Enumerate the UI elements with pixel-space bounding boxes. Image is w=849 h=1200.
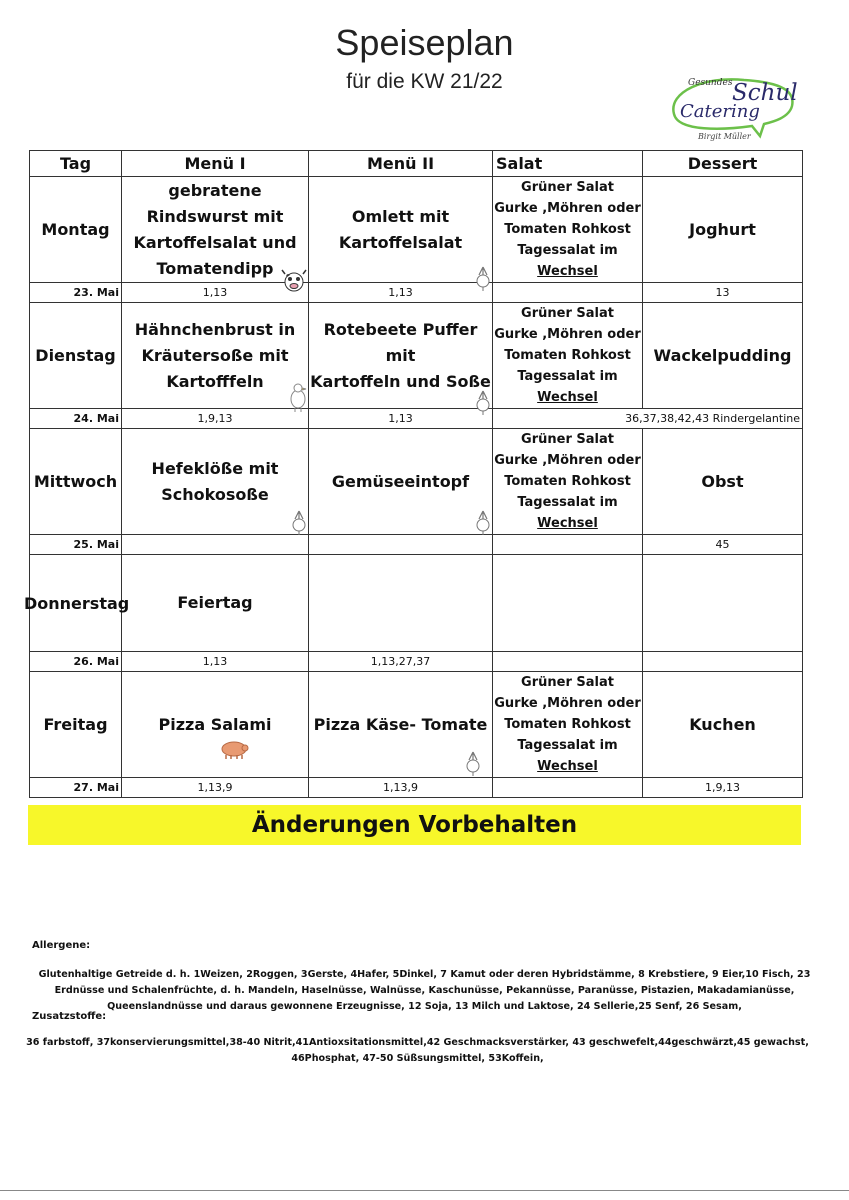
allergen-codes: [493, 283, 643, 303]
dessert-cell: Kuchen: [643, 672, 803, 778]
table-row-thursday-codes: [30, 652, 803, 672]
salad-cell: [493, 177, 643, 283]
date-cell: 24. Mai: [30, 409, 122, 429]
menu2-cell: [309, 672, 493, 778]
column-header-menu2: Menü II: [309, 151, 493, 177]
salad-line: Gurke ,Möhren oder: [494, 327, 641, 342]
salad-line: Tagessalat im: [517, 495, 618, 510]
allergen-codes: 1,13,27,37: [309, 652, 493, 672]
radish-icon: [473, 265, 493, 294]
salad-line: Grüner Salat: [521, 306, 614, 321]
table-row-wednesday-codes: [30, 535, 803, 555]
dish-line: Feiertag: [177, 593, 253, 612]
menu1-cell: [122, 177, 309, 283]
pig-icon: [218, 738, 250, 763]
column-header-day: Tag: [30, 151, 122, 177]
salad-line: Gurke ,Möhren oder: [494, 201, 641, 216]
salad-line: Grüner Salat: [521, 180, 614, 195]
dish-line: Pizza Käse- Tomate: [313, 714, 488, 734]
salad-line: Grüner Salat: [521, 675, 614, 690]
radish-icon: [473, 389, 493, 418]
menu2-cell: [309, 177, 493, 283]
dessert-cell: Obst: [643, 429, 803, 535]
allergen-codes: 1,13: [122, 283, 309, 303]
cow-icon: [279, 265, 309, 298]
allergen-codes: [643, 652, 803, 672]
allergen-codes: [309, 535, 493, 555]
salad-line: Wechsel: [537, 264, 598, 279]
day-cell: Mittwoch: [30, 429, 122, 535]
menu2-cell: [309, 303, 493, 409]
header-row: [30, 151, 803, 177]
salad-line: Gurke ,Möhren oder: [494, 696, 641, 711]
table-row-friday-codes: [30, 778, 803, 798]
salad-cell: [493, 303, 643, 409]
allergen-codes: 1,13: [309, 283, 493, 303]
changes-reserved-banner: Änderungen Vorbehalten: [28, 805, 801, 845]
radish-icon: [473, 509, 493, 538]
salad-line: Tomaten Rohkost: [504, 348, 631, 363]
table-row-monday-codes: [30, 283, 803, 303]
allergen-codes: 36,37,38,42,43 Rindergelantine: [493, 409, 803, 429]
day-cell: [24, 555, 130, 652]
column-header-menu1: Menü I: [122, 151, 309, 177]
chicken-icon: [287, 379, 309, 416]
table-row-tuesday-codes: [30, 409, 803, 429]
dish-line: Rotebeete Puffer mit: [323, 319, 478, 365]
allergen-codes: 45: [643, 535, 803, 555]
allergen-codes: 1,13,9: [309, 778, 493, 798]
allergen-codes: [493, 535, 643, 555]
allergen-codes: 1,9,13: [122, 409, 309, 429]
salad-line: Tomaten Rohkost: [504, 474, 631, 489]
table-row-tuesday: [30, 303, 803, 409]
date-cell: 26. Mai: [30, 652, 122, 672]
day-cell: Dienstag: [30, 303, 122, 409]
allergen-codes: 1,9,13: [643, 778, 803, 798]
column-header-dessert: Dessert: [643, 151, 803, 177]
dish-line: Kräutersoße mit: [141, 345, 289, 365]
additives-text: 36 farbstoff, 37konservierungsmittel,38-40 Nitrit,41Antioxsitationsmittel,42 Geschmacksverstärker, 43 geschwefelt,44geschwärzt,45 gewachst, 46Phosphat, 47-50 Süßsungsmittel, 53Koffein,: [26, 1037, 809, 1064]
allergen-codes: [493, 652, 643, 672]
additives-title: Zusatzstoffe:: [32, 1011, 107, 1022]
dish-line: gebratene: [168, 180, 262, 200]
salad-line: Wechsel: [537, 390, 598, 405]
allergens-text: Glutenhaltige Getreide d. h. 1Weizen, 2Roggen, 3Gerste, 4Hafer, 5Dinkel, 7 Kamut oder deren Hybridstämme, 8 Krebstiere, 9 Eier,10 Fisch, 23 Erdnüsse und Schalenfrüchte, d. h. Mandeln, Haselnüsse, Walnüsse, Kaschunüsse, Pekannüsse, Paranüsse, Pistazien, Makadamianüsse, Queenslandnüsse und daraus gewonnene Erzeugnisse, 12 Soja, 13 Milch und Laktose, 24 Sellerie,25 Senf, 26 Sesam,: [38, 969, 811, 1012]
date-cell: 25. Mai: [30, 535, 122, 555]
radish-icon: [463, 750, 483, 779]
day-cell: Montag: [30, 177, 122, 283]
table-row-thursday: [30, 555, 803, 652]
menu1-cell: [122, 555, 309, 652]
dessert-cell: Joghurt: [643, 177, 803, 283]
menu1-cell: [122, 429, 309, 535]
logo-owner-text: Birgit Müller: [698, 132, 751, 141]
menu1-cell: [122, 303, 309, 409]
dish-line: Hähnchenbrust in: [134, 319, 296, 339]
date-cell: 27. Mai: [30, 778, 122, 798]
dessert-cell: [643, 555, 803, 652]
salad-line: Tomaten Rohkost: [504, 717, 631, 732]
dish-line: Kartoffeln und Soße: [310, 371, 491, 391]
logo-catering-text: Catering: [680, 101, 760, 122]
allergen-codes: [122, 535, 309, 555]
dish-line: Schokosoße: [161, 484, 269, 504]
date-cell: 23. Mai: [30, 283, 122, 303]
allergen-codes: 13: [643, 283, 803, 303]
dish-line: Omlett mit: [351, 206, 450, 226]
day-label: Donnerstag: [24, 593, 130, 613]
table-row-wednesday: [30, 429, 803, 535]
salad-cell: [493, 672, 643, 778]
salad-line: Tagessalat im: [517, 738, 618, 753]
dish-line: Tomatendipp: [156, 258, 274, 278]
logo-schul-text: Schul: [732, 80, 798, 106]
page-subtitle: für die KW 21/22: [346, 70, 503, 93]
dish-line: Gemüseeintopf: [331, 471, 470, 491]
salad-line: Wechsel: [537, 516, 598, 531]
menu-table: [24, 150, 803, 798]
radish-icon: [289, 509, 309, 538]
dish-line: Kartofffeln: [166, 371, 264, 391]
allergen-codes: 1,13: [309, 409, 493, 429]
dish-line: Hefeklöße mit: [151, 458, 279, 478]
table-row-monday: [30, 177, 803, 283]
day-cell: Freitag: [30, 672, 122, 778]
allergen-codes: 1,13: [122, 652, 309, 672]
dish-line: Pizza Salami: [158, 714, 272, 734]
salad-cell: [493, 429, 643, 535]
allergens-title: Allergene:: [32, 940, 91, 951]
catering-logo: [664, 74, 798, 150]
salad-line: Tomaten Rohkost: [504, 222, 631, 237]
menu2-cell: [309, 429, 493, 535]
salad-line: Wechsel: [537, 759, 598, 774]
salad-line: Tagessalat im: [517, 369, 618, 384]
dessert-cell: Wackelpudding: [643, 303, 803, 409]
bottom-divider: [0, 1190, 849, 1191]
dish-line: Kartoffelsalat: [338, 232, 463, 252]
salad-cell: [493, 555, 643, 652]
menu2-cell: [309, 555, 493, 652]
logo-top-text: Gesundes: [688, 78, 733, 88]
salad-line: Grüner Salat: [521, 432, 614, 447]
allergen-codes: [493, 778, 643, 798]
salad-line: Tagessalat im: [517, 243, 618, 258]
allergen-codes: 1,13,9: [122, 778, 309, 798]
table-row-friday: [30, 672, 803, 778]
column-header-salad: Salat: [493, 151, 643, 177]
menu1-cell: [122, 672, 309, 778]
dish-line: Kartoffelsalat und: [133, 232, 297, 252]
dish-line: Rindswurst mit: [146, 206, 284, 226]
salad-line: Gurke ,Möhren oder: [494, 453, 641, 468]
page-title: Speiseplan: [335, 22, 514, 63]
